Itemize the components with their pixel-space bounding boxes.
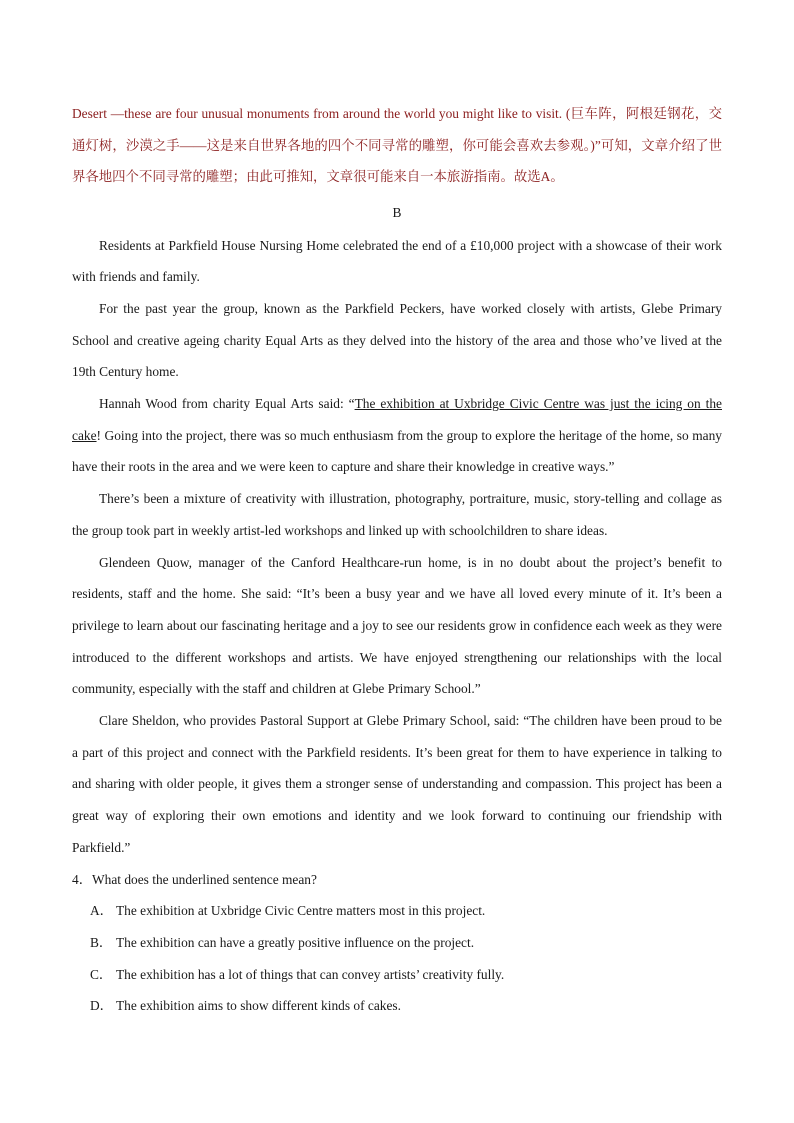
paragraph-3-lead: Hannah Wood from charity Equal Arts said: “ — [99, 396, 355, 412]
paragraph-3 — [72, 388, 722, 483]
paragraph-4: There’s been a mixture of creativity with illustration, photography, portraiture, music, story-telling and collage as the group took part in weekly artist-led workshops and linked up with schoolchildren to share ideas. — [72, 491, 722, 538]
paragraph-5: Glendeen Quow, manager of the Canford Healthcare-run home, is in no doubt about the project’s benefit to residents, staff and the home. She said: “It’s been a busy year and we have all loved every minute of it. It’s been a privilege to learn about our fascinating heritage and a joy to see our residents grow in confidence each week as they were introduced to the different workshops and artists. We have enjoyed strengthening our relationships with the local community, especially with the staff and children at Glebe Primary School.” — [72, 554, 722, 697]
paragraph-1: Residents at Parkfield House Nursing Home celebrated the end of a £10,000 project with a showcase of their work with friends and family. — [72, 237, 722, 285]
option-text: The exhibition aims to show different kinds of cakes. — [116, 998, 401, 1014]
document-page — [72, 98, 722, 1022]
paragraph-6: Clare Sheldon, who provides Pastoral Support at Glebe Primary School, said: “The children have been proud to be a part of this project and connect with the Parkfield residents. It’s been great for them to have experience in talking to and sharing with older people, it gives them a stronger sense of understanding and compassion. This project has been a great way of exploring their own emotions and identity and we look forward to continuing our friendship with Parkfield.” — [72, 713, 722, 855]
option-letter: D． — [90, 998, 114, 1014]
option-letter: C． — [90, 966, 113, 982]
option-c — [72, 959, 722, 991]
paragraph-2: For the past year the group, known as the Parkfield Peckers, have worked closely with artists, Glebe Primary School and creative ageing charity Equal Arts as they delved into the history of the area and those who’ve lived at the 19th Century home. — [72, 300, 722, 380]
option-a — [72, 895, 722, 927]
option-b — [72, 927, 722, 959]
answer-explanation: Desert —these are four unusual monuments from around the world you might like to visit. (巨车阵，阿根廷钢花，交通灯树，沙漠之手——这是来自世界各地的四个不同寻常的雕塑，你可能会喜欢去参观。)”可知，文章介绍了世界各地四个不同寻常的雕塑；由此可推知，文章很可能来自一本旅游指南。故选A。 — [72, 106, 722, 184]
question-number: 4． — [72, 871, 93, 887]
option-text: The exhibition has a lot of things that can convey artists’ creativity fully. — [116, 966, 505, 982]
section-heading: B — [392, 204, 402, 220]
option-text: The exhibition at Uxbridge Civic Centre matters most in this project. — [116, 903, 486, 919]
paragraph-3-rest: ! Going into the project, there was so much enthusiasm from the group to explore the heritage of the home, so many have their roots in the area and we were keen to capture and share their knowledge in creative ways.” — [72, 427, 722, 475]
option-letter: B． — [90, 934, 113, 950]
option-d — [72, 990, 722, 1022]
question-text: What does the underlined sentence mean? — [92, 871, 317, 887]
question-stem — [72, 864, 722, 896]
underlined-sentence: The exhibition at Uxbridge Civic Centre was just the icing on the cake — [72, 396, 722, 443]
option-letter: A． — [90, 903, 114, 919]
option-text: The exhibition can have a greatly positive influence on the project. — [116, 934, 475, 950]
